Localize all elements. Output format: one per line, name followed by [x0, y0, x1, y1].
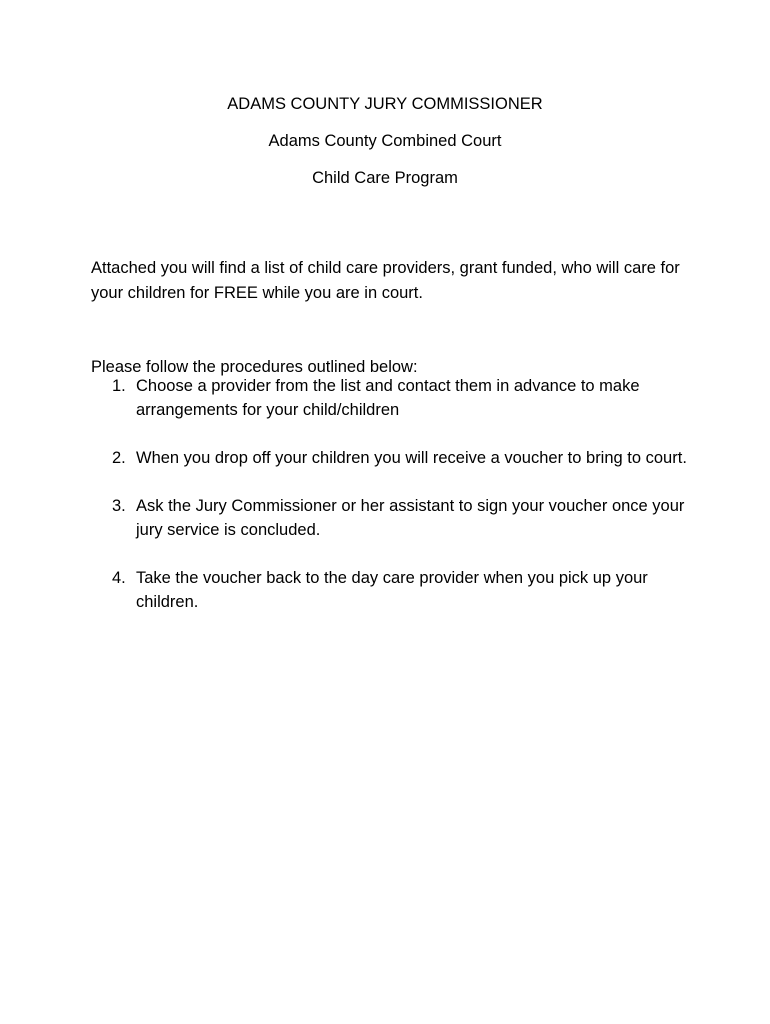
- step-text: Choose a provider from the list and contact them in advance to make arrangements for your child/children: [136, 377, 640, 419]
- procedure-step: [91, 446, 701, 470]
- step-text: When you drop off your children you will receive a voucher to bring to court.: [136, 449, 687, 467]
- step-text: Take the voucher back to the day care provider when you pick up your children.: [136, 569, 648, 611]
- step-number: 3.: [112, 497, 126, 515]
- step-number: 2.: [112, 449, 126, 467]
- court-name: Adams County Combined Court: [268, 132, 502, 150]
- intro-paragraph: Attached you will find a list of child care providers, grant funded, who will care for your children for FREE while you are in court.: [91, 258, 680, 302]
- document-title: ADAMS COUNTY JURY COMMISSIONER: [227, 95, 543, 113]
- procedures-intro: Please follow the procedures outlined below:: [91, 357, 418, 376]
- step-text: Ask the Jury Commissioner or her assistant to sign your voucher once your jury service is concluded.: [136, 497, 685, 539]
- step-number: 4.: [112, 569, 126, 587]
- procedure-list: [91, 374, 701, 638]
- procedure-step: [91, 566, 701, 614]
- program-name: Child Care Program: [312, 169, 458, 187]
- step-number: 1.: [112, 377, 126, 395]
- procedure-step: [91, 374, 701, 422]
- procedure-step: [91, 494, 701, 542]
